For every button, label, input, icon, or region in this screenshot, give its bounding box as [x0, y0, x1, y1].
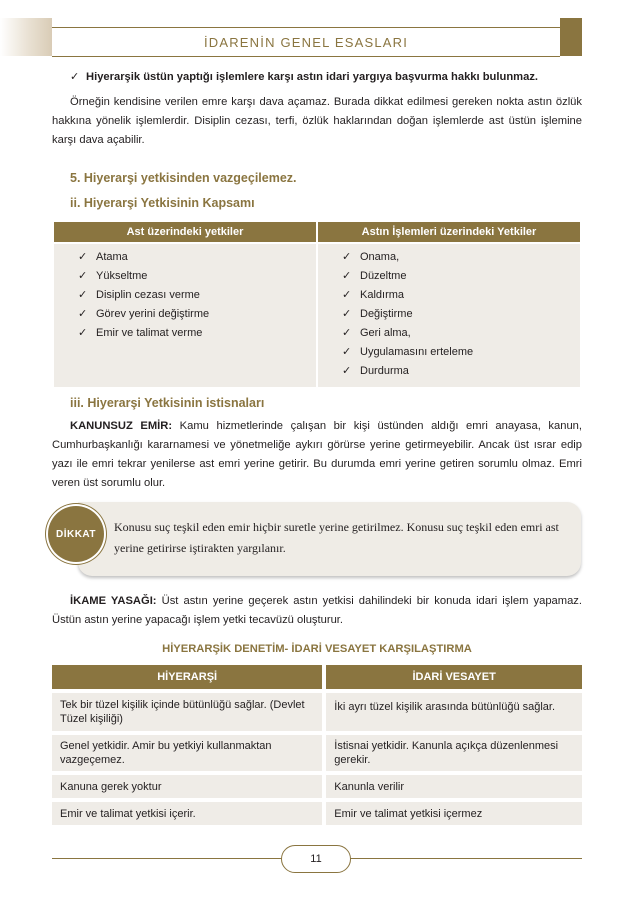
check-icon: ✓	[78, 308, 88, 320]
check-icon: ✓	[78, 327, 88, 339]
list-item: ✓ Disiplin cezası verme	[78, 286, 316, 305]
check-icon: ✓	[78, 251, 88, 263]
check-icon: ✓	[342, 327, 352, 339]
exceptions-heading: iii. Hiyerarşi Yetkisinin istisnaları	[70, 396, 265, 410]
list-item: ✓ Durdurma	[342, 362, 580, 381]
ikame-yasagi-label: İKAME YASAĞI:	[70, 595, 157, 607]
check-icon: ✓	[78, 270, 88, 282]
header-decor-right	[560, 18, 582, 56]
check-icon: ✓	[342, 308, 352, 320]
table-row: Tek bir tüzel kişilik içinde bütünlüğü sağlar. (Devlet Tüzel kişiliği) İki ayrı tüzel kişilik arasında bütünlüğü sağlar.	[52, 693, 582, 731]
dikkat-badge	[48, 506, 104, 562]
check-icon: ✓	[70, 71, 80, 83]
list-item: ✓ Düzeltme	[342, 267, 580, 286]
check-icon: ✓	[342, 270, 352, 282]
check-icon: ✓	[342, 365, 352, 377]
check-icon: ✓	[342, 251, 352, 263]
kanunsuz-emir-paragraph	[52, 417, 582, 493]
page-header	[52, 27, 560, 57]
page-number: 11	[281, 845, 351, 873]
list-item: ✓ Kaldırma	[342, 286, 580, 305]
scope-col2-cell	[318, 244, 580, 387]
scope-heading: ii. Hiyerarşi Yetkisinin Kapsamı	[70, 196, 255, 210]
comparison-header-hierarchy: HİYERARŞİ	[52, 665, 322, 689]
ikame-yasagi-paragraph	[52, 592, 582, 630]
section-5-heading: 5. Hiyerarşi yetkisinden vazgeçilemez.	[70, 171, 297, 185]
list-item: ✓ Uygulamasını erteleme	[342, 343, 580, 362]
intro-bullet-text: Hiyerarşik üstün yaptığı işlemlere karşı astın idari yargıya başvurma hakkı bulunmaz.	[86, 71, 539, 83]
dikkat-badge-label: DİKKAT	[55, 528, 97, 540]
check-icon: ✓	[342, 289, 352, 301]
chapter-title: İDARENİN GENEL ESASLARI	[203, 34, 409, 50]
scope-col1-cell	[54, 244, 316, 387]
check-icon: ✓	[78, 289, 88, 301]
list-item: ✓ Görev yerini değiştirme	[78, 305, 316, 324]
table-row: Genel yetkidir. Amir bu yetkiyi kullanmaktan vazgeçemez. İstisnai yetkidir. Kanunla açıkça düzenlenmesi gerekir.	[52, 735, 582, 771]
list-item: ✓ Atama	[78, 248, 316, 267]
kanunsuz-emir-label: KANUNSUZ EMİR:	[70, 420, 173, 432]
scope-table	[52, 220, 582, 389]
header-decor-left	[0, 18, 52, 56]
check-icon: ✓	[342, 346, 352, 358]
table-row: Kanuna gerek yoktur Kanunla verilir	[52, 775, 582, 798]
ikame-yasagi-text: Üst astın yerine geçerek astın yetkisi dahilindeki bir konuda idari işlem yapamaz. Üstün astın yerine yapacağı işlem yetki tecavüzü oluşturur.	[52, 595, 583, 626]
table-row: Emir ve talimat yetkisi içerir. Emir ve talimat yetkisi içermez	[52, 802, 582, 825]
kanunsuz-emir-text: Kamu hizmetlerinde çalışan bir kişi üstünden aldığı emri anayasa, kanun, Cumhurbaşkanlığı kararnamesi ve yönetmeliğe aykırı görürse yerine getirmeyebilir. Ancak üst ısrar edip yazı ile emri tekrar yenilerse ast emri yerine getirir. Bu durumda emri yerine getiren sorumlu olmaz. Emri veren üst sorumlu olur.	[52, 420, 582, 489]
dikkat-text: Konusu suç teşkil eden emir hiçbir suretle yerine getirilmez. Konusu suç teşkil eden emri ast yerine getirirse iştirakten yargılanır.	[114, 520, 559, 555]
intro-bullet	[70, 68, 582, 87]
comparison-title: HİYERARŞİK DENETİM- İDARİ VESAYET KARŞILAŞTIRMA	[162, 643, 472, 655]
list-item: ✓ Geri alma,	[342, 324, 580, 343]
intro-paragraph: Örneğin kendisine verilen emre karşı dava açamaz. Burada dikkat edilmesi gereken nokta astın özlük hakkına yönelik işlemlerdir. Disiplin cezası, terfi, özlük haklarından doğan işlemlerde ast üstün işlemine karşı dava açabilir.	[52, 96, 582, 146]
scope-col2-header: Astın İşlemleri üzerindeki Yetkiler	[318, 222, 580, 242]
scope-col1-header: Ast üzerindeki yetkiler	[54, 222, 316, 242]
comparison-table	[52, 661, 582, 829]
list-item: ✓ Yükseltme	[78, 267, 316, 286]
list-item: ✓ Onama,	[342, 248, 580, 267]
list-item: ✓ Değiştirme	[342, 305, 580, 324]
list-item: ✓ Emir ve talimat verme	[78, 324, 316, 343]
comparison-header-vesayet: İDARİ VESAYET	[322, 665, 582, 689]
